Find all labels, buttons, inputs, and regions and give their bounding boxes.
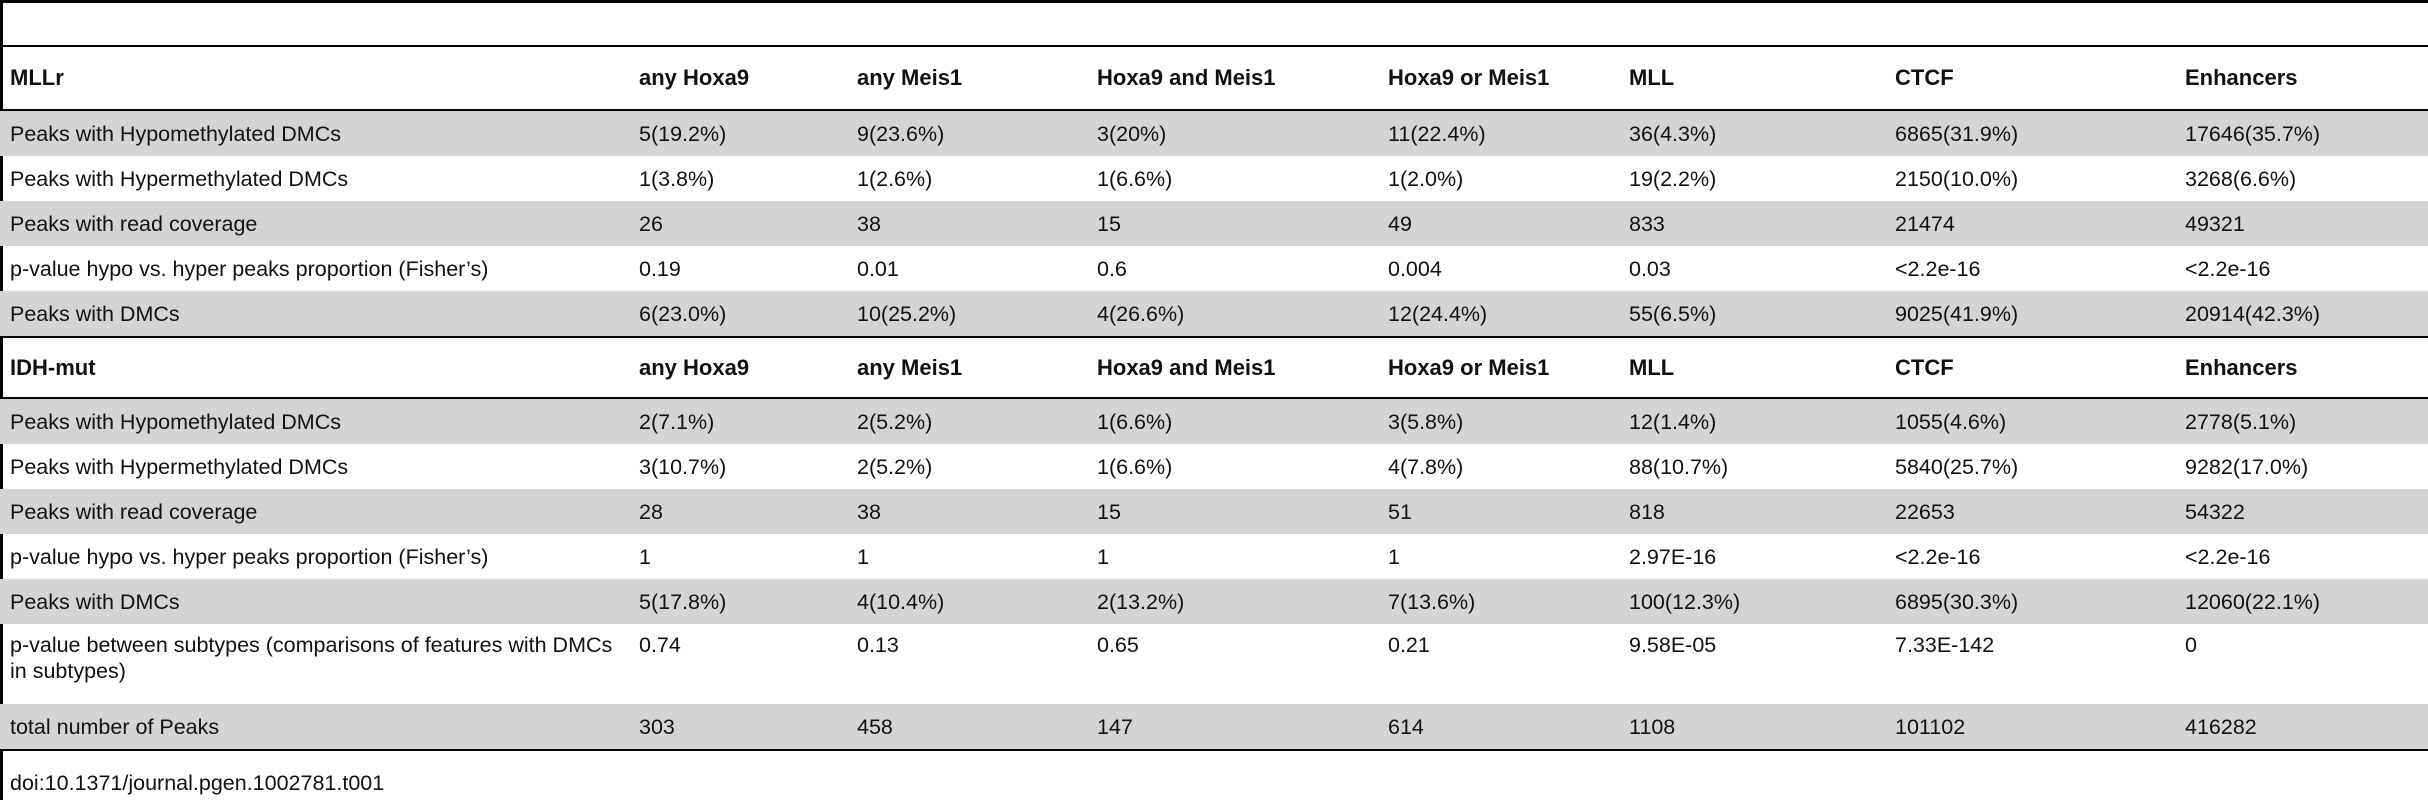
table-cell: 22653	[1885, 489, 2175, 534]
table-cell: 147	[1087, 704, 1378, 750]
table-cell: 15	[1087, 201, 1378, 246]
table-cell: 1055(4.6%)	[1885, 398, 2175, 444]
table-cell: 1(2.0%)	[1388, 166, 1464, 191]
table-cell: 416282	[2175, 704, 2428, 750]
table-cell: 9282(17.0%)	[2185, 454, 2309, 479]
table-cell: 0.21	[1388, 633, 1430, 657]
table-row	[0, 704, 2428, 750]
table-cell: <2.2e-16	[1895, 256, 1981, 281]
table-cell: 28	[629, 489, 847, 534]
table-cell: 51	[1378, 489, 1619, 534]
column-header: Enhancers	[2175, 337, 2428, 398]
table-cell: 5(17.8%)	[629, 579, 847, 624]
table-row	[0, 291, 2428, 337]
table-cell: 2150(10.0%)	[1895, 166, 2019, 191]
table-cell: <2.2e-16	[2185, 544, 2271, 569]
section-header-row	[0, 337, 2428, 398]
column-header: any Hoxa9	[629, 47, 847, 110]
table-cell: 49	[1378, 201, 1619, 246]
column-header: Hoxa9 or Meis1	[1378, 337, 1619, 398]
table-cell: 614	[1378, 704, 1619, 750]
table-cell: 100(12.3%)	[1619, 579, 1885, 624]
table-cell: 49321	[2175, 201, 2428, 246]
table-cell: 6865(31.9%)	[1885, 110, 2175, 156]
table-cell: 2.97E-16	[1629, 544, 1717, 569]
column-header: CTCF	[1885, 47, 2175, 110]
table-row	[0, 489, 2428, 534]
table-cell: 2(13.2%)	[1087, 579, 1378, 624]
table-cell: 1	[857, 544, 869, 569]
section-title: IDH-mut	[0, 337, 629, 398]
table-cell: 0.13	[857, 633, 899, 657]
column-header: MLL	[1619, 337, 1885, 398]
table-cell: 0.74	[639, 633, 681, 657]
table-cell: 1(6.6%)	[1097, 454, 1173, 479]
table-cell: 833	[1619, 201, 1885, 246]
section-title: MLLr	[0, 47, 629, 110]
row-label: Peaks with read coverage	[0, 201, 629, 246]
table-cell: 6895(30.3%)	[1885, 579, 2175, 624]
table-cell: 101102	[1885, 704, 2175, 750]
column-header: Enhancers	[2175, 47, 2428, 110]
table-cell: 11(22.4%)	[1378, 110, 1619, 156]
table-cell: 0.19	[639, 256, 681, 281]
column-header: Hoxa9 and Meis1	[1087, 337, 1378, 398]
table-row	[0, 579, 2428, 624]
column-header: any Meis1	[847, 47, 1087, 110]
table-cell: 36(4.3%)	[1619, 110, 1885, 156]
row-label: Peaks with Hypomethylated DMCs	[0, 110, 629, 156]
table-row	[0, 110, 2428, 156]
table-cell: 0.6	[1097, 256, 1127, 281]
table-cell: 3(5.8%)	[1378, 398, 1619, 444]
row-label: Peaks with read coverage	[0, 489, 629, 534]
table-cell: 2(5.2%)	[857, 454, 933, 479]
table-cell: 15	[1087, 489, 1378, 534]
table-cell: 1(6.6%)	[1087, 398, 1378, 444]
column-header: MLL	[1619, 47, 1885, 110]
table-cell: 0.65	[1097, 633, 1139, 657]
table-cell: 38	[847, 489, 1087, 534]
row-label: p-value hypo vs. hyper peaks proportion (Fisher’s)	[10, 256, 489, 281]
table-row	[0, 201, 2428, 246]
table-cell: 38	[847, 201, 1087, 246]
table-cell: 54322	[2175, 489, 2428, 534]
row-label: p-value hypo vs. hyper peaks proportion (Fisher’s)	[10, 544, 489, 569]
table-row	[0, 444, 2428, 489]
table-row	[0, 624, 2428, 704]
table-cell: 4(10.4%)	[847, 579, 1087, 624]
table-row	[0, 534, 2428, 579]
table-cell: 1	[1097, 544, 1109, 569]
table-cell: 12060(22.1%)	[2175, 579, 2428, 624]
table-cell: <2.2e-16	[1895, 544, 1981, 569]
table-cell: 20914(42.3%)	[2175, 291, 2428, 337]
table-row	[0, 246, 2428, 291]
row-label: p-value between subtypes (comparisons of features with DMCs in subtypes)	[10, 633, 613, 683]
table-cell: 1(2.6%)	[857, 166, 933, 191]
table-cell: 303	[629, 704, 847, 750]
table-cell: 9(23.6%)	[847, 110, 1087, 156]
table-cell: 19(2.2%)	[1629, 166, 1717, 191]
table-row	[0, 156, 2428, 201]
column-header: any Hoxa9	[629, 337, 847, 398]
table-cell: 0.01	[857, 256, 899, 281]
table-cell: 7(13.6%)	[1378, 579, 1619, 624]
table-cell: 5(19.2%)	[629, 110, 847, 156]
table-cell: 88(10.7%)	[1629, 454, 1729, 479]
table-cell: 1	[639, 544, 651, 569]
table-row	[0, 398, 2428, 444]
table-cell: 4(26.6%)	[1087, 291, 1378, 337]
table-cell: 9.58E-05	[1629, 633, 1717, 657]
table-cell: 2(5.2%)	[847, 398, 1087, 444]
row-label: Peaks with Hypomethylated DMCs	[0, 398, 629, 444]
row-label: Peaks with Hypermethylated DMCs	[10, 454, 349, 479]
table-cell: 6(23.0%)	[629, 291, 847, 337]
table-cell: 10(25.2%)	[847, 291, 1087, 337]
table-doi-caption: doi:10.1371/journal.pgen.1002781.t001	[10, 771, 385, 795]
table-cell: 1108	[1619, 704, 1885, 750]
table-cell: 26	[629, 201, 847, 246]
table-cell: 0.004	[1388, 256, 1442, 281]
table-cell: 3268(6.6%)	[2185, 166, 2297, 191]
table-body	[0, 47, 2428, 750]
table-cell: 7.33E-142	[1895, 633, 1995, 657]
table-cell: 2778(5.1%)	[2175, 398, 2428, 444]
table-cell: 5840(25.7%)	[1895, 454, 2019, 479]
table-cell: 818	[1619, 489, 1885, 534]
table-cell: 9025(41.9%)	[1885, 291, 2175, 337]
table-cell: <2.2e-16	[2185, 256, 2271, 281]
table-cell: 1	[1388, 544, 1400, 569]
row-label: Peaks with Hypermethylated DMCs	[10, 166, 349, 191]
table-cell: 21474	[1885, 201, 2175, 246]
column-header: Hoxa9 or Meis1	[1378, 47, 1619, 110]
table-cell: 1(6.6%)	[1097, 166, 1173, 191]
table-cell: 55(6.5%)	[1619, 291, 1885, 337]
table-cell: 1(3.8%)	[639, 166, 715, 191]
table-cell: 2(7.1%)	[629, 398, 847, 444]
table-cell: 17646(35.7%)	[2175, 110, 2428, 156]
row-label: Peaks with DMCs	[0, 579, 629, 624]
table-top-rule	[0, 0, 2428, 3]
table-cell: 12(1.4%)	[1619, 398, 1885, 444]
row-label: Peaks with DMCs	[0, 291, 629, 337]
table-cell: 0.03	[1629, 256, 1671, 281]
column-header: any Meis1	[847, 337, 1087, 398]
table-cell: 3(20%)	[1087, 110, 1378, 156]
table-cell: 458	[847, 704, 1087, 750]
table-cell: 12(24.4%)	[1378, 291, 1619, 337]
row-label: total number of Peaks	[0, 704, 629, 750]
column-header: Hoxa9 and Meis1	[1087, 47, 1378, 110]
section-header-row	[0, 47, 2428, 110]
table-cell: 0	[2185, 633, 2197, 657]
table-cell: 4(7.8%)	[1388, 454, 1464, 479]
column-header: CTCF	[1885, 337, 2175, 398]
methylation-peaks-table	[0, 47, 2428, 751]
table-cell: 3(10.7%)	[639, 454, 727, 479]
